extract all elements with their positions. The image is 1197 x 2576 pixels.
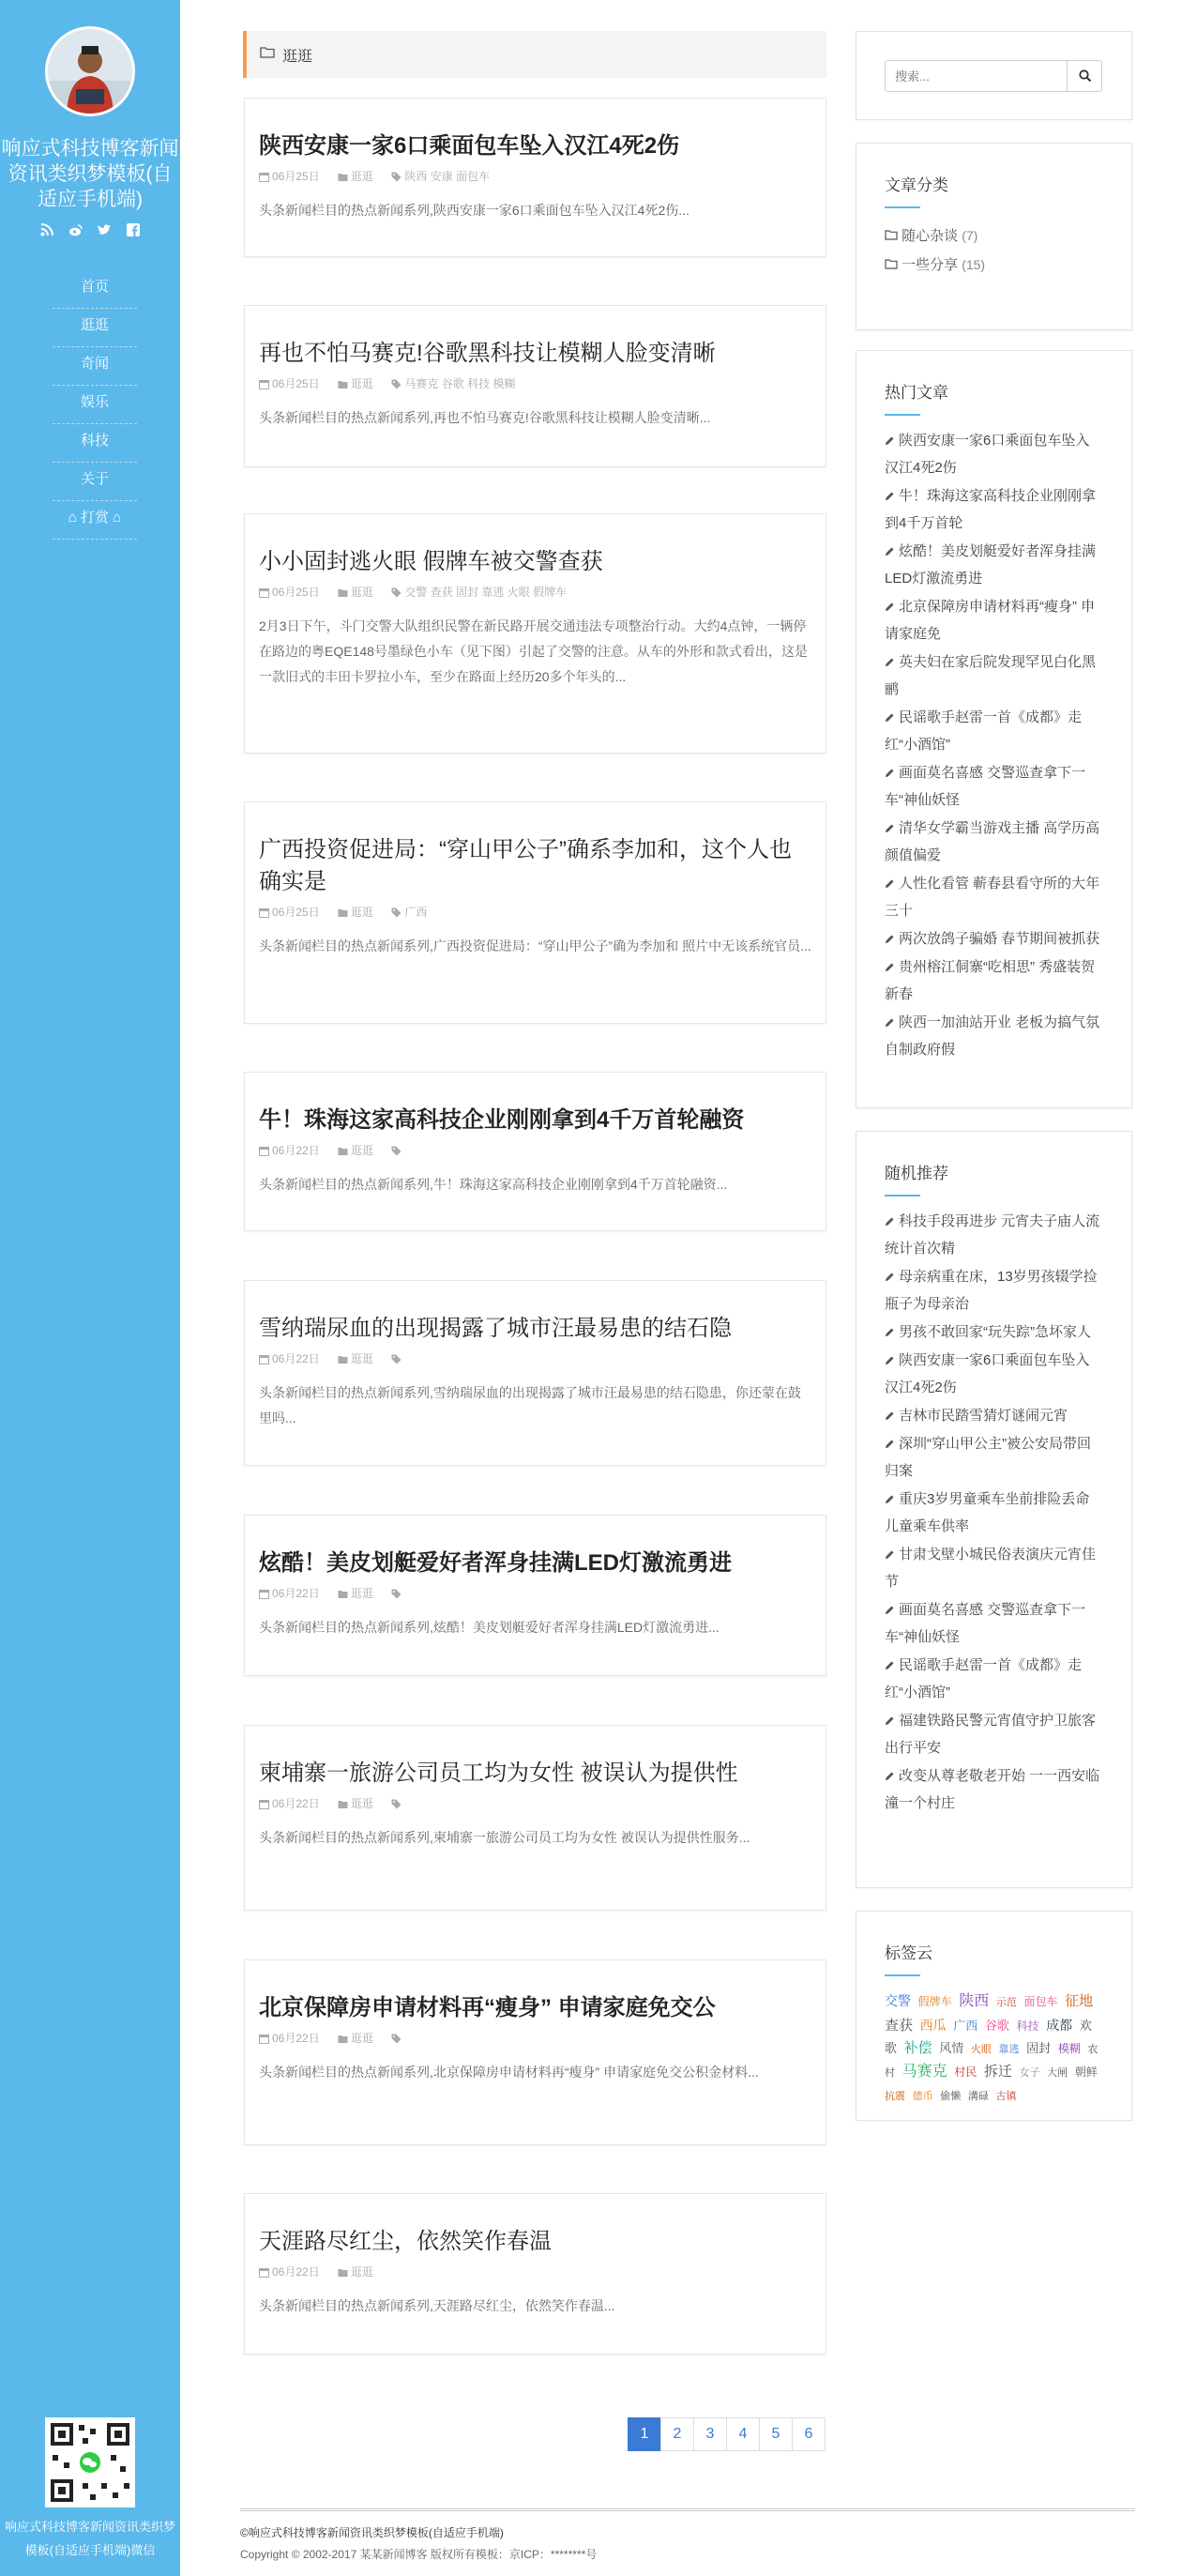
- list-item[interactable]: [885, 482, 1103, 537]
- search-button[interactable]: [1067, 60, 1102, 92]
- post-date: 06月22日: [272, 2032, 320, 2045]
- hot-articles-widget: [856, 350, 1132, 1108]
- post-meta: [259, 584, 811, 601]
- category-label: 随心杂谈: [902, 228, 959, 244]
- post-excerpt: 2月3日下午，斗门交警大队组织民警在新民路开展交通违法专项整治行动。大约4点钟，一辆停在路边的粤EQE148号墨绿色小车（见下图）引起了交警的注意。从车的外形和款式看出，这是一款旧式的丰田卡罗拉小车，至少在路面上经历20多个年头的...: [259, 618, 808, 684]
- random-article-link: 吉林市民踏雪猜灯谜闹元宵: [899, 1408, 1068, 1424]
- folder-icon: [260, 46, 275, 63]
- list-item[interactable]: [885, 1652, 1103, 1706]
- category-list: [885, 221, 1103, 280]
- calendar-icon: [259, 906, 270, 917]
- pencil-icon: [885, 1010, 896, 1021]
- post-meta: [259, 1142, 811, 1159]
- post-category[interactable]: 逛逛: [351, 906, 374, 919]
- pencil-icon: [885, 1653, 896, 1664]
- qr-caption: 响应式科技博客新闻资讯类织梦模板(自适应手机端)微信: [4, 2520, 175, 2557]
- list-item[interactable]: [885, 1762, 1103, 1817]
- post-excerpt: 头条新闻栏目的热点新闻系列,广西投资促进局：“穿山甲公子”确为李加和 照片中无该系统官员...: [259, 938, 811, 953]
- post-tags[interactable]: 陕西 安康 面包车: [404, 170, 491, 183]
- tag-link[interactable]: 女子: [1019, 2067, 1040, 2079]
- post-card: [244, 2193, 826, 2355]
- post-card: [244, 1725, 826, 1911]
- folder-icon: [885, 257, 898, 273]
- post-meta: [259, 1350, 811, 1367]
- hot-article-link: 陕西一加油站开业 老板为搞气氛自制政府假: [885, 1014, 1100, 1058]
- post-category[interactable]: 逛逛: [351, 2032, 374, 2045]
- pencil-icon: [885, 871, 896, 882]
- pencil-icon: [885, 760, 896, 771]
- random-article-link: 男孩不敢回家“玩失踪”急坏家人: [899, 1324, 1091, 1340]
- list-item[interactable]: [885, 1707, 1103, 1761]
- list-item[interactable]: [885, 925, 1103, 953]
- random-article-link: 画面莫名喜感 交警巡查拿下一车“神仙妖怪: [885, 1602, 1086, 1645]
- hot-articles-title: 热门文章: [885, 379, 1103, 416]
- post-meta: [259, 2264, 811, 2280]
- hot-article-link: 炫酷！美皮划艇爱好者浑身挂满LED灯激流勇进: [885, 543, 1097, 587]
- category-widget: [856, 143, 1132, 330]
- tag-link[interactable]: 靠逃: [998, 2044, 1020, 2055]
- post-title[interactable]: 雪纳瑞尿血的出现揭露了城市汪最易患的结石隐: [259, 1316, 732, 1341]
- gift-icon: ⌂: [68, 510, 81, 526]
- nav-yule[interactable]: 娱乐: [53, 386, 137, 424]
- post-card: [244, 1072, 826, 1231]
- list-item[interactable]: [885, 870, 1103, 924]
- page-4[interactable]: 4: [726, 2417, 760, 2451]
- tag-link[interactable]: 拆迁: [983, 2064, 1012, 2080]
- hot-article-link: 英夫妇在家后院发现罕见白化黑鹂: [885, 654, 1097, 697]
- tag-link[interactable]: 古镇: [995, 2091, 1017, 2102]
- category-item[interactable]: [885, 221, 1103, 251]
- pencil-icon: [885, 1403, 896, 1414]
- post-tags[interactable]: 广西: [404, 906, 428, 919]
- post-excerpt: 头条新闻栏目的热点新闻系列,北京保障房申请材料再“瘦身” 申请家庭免交公积金材料...: [259, 2065, 759, 2080]
- folder-icon: [338, 1587, 349, 1598]
- avatar[interactable]: [45, 26, 135, 116]
- list-item[interactable]: [885, 648, 1103, 703]
- pencil-icon: [885, 1319, 896, 1331]
- post-title[interactable]: 陕西安康一家6口乘面包车坠入汉江4死2伤: [259, 133, 680, 159]
- hot-article-link: 清华女学霸当游戏主播 高学历高颜值偏爱: [885, 820, 1100, 863]
- tag-link[interactable]: 固封: [1026, 2041, 1052, 2055]
- post-date: 06月25日: [272, 586, 320, 599]
- weibo-icon[interactable]: [67, 223, 85, 242]
- search-icon: [1079, 69, 1092, 87]
- post-meta: [259, 904, 811, 921]
- post-category[interactable]: 逛逛: [351, 586, 374, 599]
- pagination: [629, 2417, 826, 2451]
- tag-link[interactable]: 抗震: [885, 2091, 905, 2102]
- wechat-qr-code: [45, 2417, 135, 2507]
- tag-link[interactable]: 假牌车: [917, 1995, 952, 2008]
- post-category[interactable]: 逛逛: [351, 1797, 374, 1810]
- post-excerpt: 头条新闻栏目的热点新闻系列,陕西安康一家6口乘面包车坠入汉江4死2伤...: [259, 203, 689, 218]
- post-tags[interactable]: 马赛克 谷歌 科技 模糊: [404, 377, 516, 390]
- post-card: [244, 1515, 826, 1676]
- tag-link[interactable]: 成都: [1046, 2018, 1073, 2033]
- nav-about[interactable]: 关于: [53, 463, 137, 501]
- random-articles-list: [885, 1208, 1103, 1817]
- random-article-link: 改变从尊老敬老开始 一一西安临潼一个村庄: [885, 1768, 1100, 1811]
- tag-link[interactable]: 补偿: [903, 2040, 932, 2056]
- hot-articles-list: [885, 427, 1103, 1063]
- tag-cloud-title: 标签云: [885, 1940, 1103, 1976]
- list-item[interactable]: [885, 1430, 1103, 1485]
- post-excerpt: 头条新闻栏目的热点新闻系列,炫酷！美皮划艇爱好者浑身挂满LED灯激流勇进...: [259, 1620, 720, 1635]
- calendar-icon: [259, 1144, 270, 1155]
- pencil-icon: [885, 1348, 896, 1359]
- footer-divider: [240, 2508, 1135, 2511]
- hot-article-link: 北京保障房申请材料再“瘦身” 申请家庭免: [885, 599, 1096, 642]
- category-item[interactable]: [885, 251, 1103, 280]
- tag-icon: [391, 2032, 402, 2043]
- tag-link[interactable]: 查获: [885, 2018, 914, 2034]
- list-item[interactable]: [885, 538, 1103, 592]
- calendar-icon: [259, 2032, 270, 2043]
- hot-article-link: 两次放鸽子骗婚 春节期间被抓获: [899, 931, 1100, 947]
- post-title[interactable]: 广西投资促进局：“穿山甲公子”确系李加和，这个人也确实是: [259, 837, 792, 894]
- list-item[interactable]: [885, 1486, 1103, 1540]
- post-card: [244, 305, 826, 467]
- list-item[interactable]: [885, 1541, 1103, 1595]
- tag-icon: [391, 906, 402, 917]
- hot-article-link: 人性化看管 蕲春县看守所的大年三十: [885, 876, 1100, 919]
- pencil-icon: [885, 428, 896, 439]
- post-title[interactable]: 再也不怕马赛克!谷歌黑科技让模糊人脸变清晰: [259, 341, 716, 366]
- post-date: 06月22日: [272, 1352, 320, 1365]
- hot-article-link: 画面莫名喜感 交警巡查拿下一车“神仙妖怪: [885, 765, 1086, 808]
- post-card: [244, 801, 826, 1024]
- random-article-link: 深圳“穿山甲公主”被公安局带回归案: [885, 1436, 1091, 1479]
- list-item[interactable]: [885, 1402, 1103, 1429]
- random-articles-title: 随机推荐: [885, 1160, 1103, 1197]
- tag-cloud-widget: [856, 1911, 1132, 2121]
- tag-link[interactable]: 马赛克: [902, 2064, 947, 2080]
- post-date: 06月22日: [272, 2265, 320, 2279]
- folder-icon: [338, 377, 349, 389]
- pencil-icon: [885, 926, 896, 937]
- tag-link[interactable]: 谷歌: [984, 2019, 1009, 2033]
- folder-icon: [338, 2265, 349, 2277]
- tag-icon: [391, 170, 402, 181]
- tag-link[interactable]: 模糊: [1057, 2042, 1081, 2055]
- list-item[interactable]: [885, 1596, 1103, 1651]
- folder-icon: [885, 228, 898, 244]
- nav-home[interactable]: 首页: [53, 270, 137, 309]
- folder-icon: [338, 170, 349, 181]
- post-date: 06月25日: [272, 377, 320, 390]
- post-title[interactable]: 柬埔寨一旅游公司员工均为女性 被误认为提供性: [259, 1761, 738, 1786]
- calendar-icon: [259, 586, 270, 597]
- list-item[interactable]: [885, 704, 1103, 758]
- hot-article-link: 陕西安康一家6口乘面包车坠入汉江4死2伤: [885, 433, 1090, 476]
- category-widget-title: 文章分类: [885, 172, 1103, 208]
- calendar-icon: [259, 1587, 270, 1598]
- random-article-link: 民谣歌手赵雷一首《成都》走红“小酒馆”: [885, 1657, 1083, 1700]
- pencil-icon: [885, 954, 896, 966]
- breadcrumb-label[interactable]: 逛逛: [282, 48, 313, 65]
- post-date: 06月25日: [272, 170, 320, 183]
- post-meta: [259, 1585, 811, 1602]
- tag-link[interactable]: 面包车: [1023, 1995, 1058, 2008]
- tag-link[interactable]: 交警: [885, 1993, 911, 2008]
- folder-icon: [338, 1144, 349, 1155]
- post-meta: [259, 375, 811, 392]
- tag-link[interactable]: 大闸: [1047, 2067, 1068, 2079]
- gift-icon: ⌂: [109, 510, 122, 526]
- pencil-icon: [885, 483, 896, 495]
- post-category[interactable]: 逛逛: [351, 1144, 374, 1157]
- nav-donate[interactable]: [53, 501, 137, 540]
- post-excerpt: 头条新闻栏目的热点新闻系列,牛！珠海这家高科技企业刚刚拿到4千万首轮融资...: [259, 1177, 728, 1192]
- facebook-icon[interactable]: [124, 223, 143, 242]
- pencil-icon: [885, 815, 896, 827]
- tag-link[interactable]: 农村: [885, 2044, 1099, 2079]
- tag-link[interactable]: 朝鲜: [1074, 2065, 1098, 2079]
- tag-icon: [391, 1797, 402, 1808]
- list-item[interactable]: [885, 1263, 1103, 1318]
- tag-link[interactable]: 欢歌: [885, 2019, 1092, 2055]
- calendar-icon: [259, 377, 270, 389]
- post-tags[interactable]: 交警 查获 固封 靠逃 火眼 假牌车: [404, 586, 568, 599]
- post-card: [244, 98, 826, 257]
- post-card: [244, 513, 826, 754]
- site-title[interactable]: 响应式科技博客新闻资讯类织梦模板(自适应手机端): [1, 138, 179, 210]
- calendar-icon: [259, 1797, 270, 1808]
- folder-icon: [338, 906, 349, 917]
- pencil-icon: [885, 1431, 896, 1442]
- page-3[interactable]: 3: [693, 2417, 727, 2451]
- post-meta: [259, 168, 811, 185]
- post-category[interactable]: 逛逛: [351, 377, 374, 390]
- post-title[interactable]: 天涯路尽红尘，依然笑作春温: [259, 2229, 552, 2254]
- post-date: 06月22日: [272, 1144, 320, 1157]
- calendar-icon: [259, 2265, 270, 2277]
- tag-link[interactable]: 科技: [1016, 2020, 1039, 2033]
- pencil-icon: [885, 1264, 896, 1275]
- list-item[interactable]: [885, 427, 1103, 481]
- tag-link[interactable]: 偷懒: [940, 2091, 962, 2102]
- post-card: [244, 1959, 826, 2145]
- post-excerpt: 头条新闻栏目的热点新闻系列,再也不怕马赛克!谷歌黑科技让模糊人脸变清晰...: [259, 410, 711, 425]
- folder-icon: [338, 1797, 349, 1808]
- post-date: 06月25日: [272, 906, 320, 919]
- list-item[interactable]: [885, 953, 1103, 1008]
- post-title[interactable]: 炫酷！美皮划艇爱好者浑身挂满LED灯激流勇进: [259, 1550, 732, 1576]
- tag-icon: [391, 1144, 402, 1155]
- random-article-link: 陕西安康一家6口乘面包车坠入汉江4死2伤: [885, 1352, 1090, 1395]
- page-1[interactable]: 1: [628, 2417, 661, 2451]
- list-item[interactable]: [885, 1009, 1103, 1063]
- page-5[interactable]: 5: [759, 2417, 793, 2451]
- post-category[interactable]: 逛逛: [351, 170, 374, 183]
- tag-link[interactable]: 西瓜: [919, 2018, 947, 2033]
- breadcrumb: [243, 31, 826, 78]
- post-title[interactable]: 北京保障房申请材料再“瘦身” 申请家庭免交公: [259, 1995, 716, 2020]
- tag-link[interactable]: 火眼: [970, 2044, 992, 2055]
- random-article-link: 甘肃戈壁小城民俗表演庆元宵佳节: [885, 1547, 1097, 1590]
- list-item[interactable]: [885, 593, 1103, 648]
- pencil-icon: [885, 1209, 896, 1220]
- tag-icon: [391, 1352, 402, 1364]
- folder-icon: [338, 1352, 349, 1364]
- post-title[interactable]: 小小固封逃火眼 假牌车被交警查获: [259, 549, 603, 574]
- random-article-link: 母亲病重在床，13岁男孩辍学捡瓶子为母亲治: [885, 1269, 1098, 1312]
- tag-icon: [391, 377, 402, 389]
- post-excerpt: 头条新闻栏目的热点新闻系列,柬埔寨一旅游公司员工均为女性 被误认为提供性服务...: [259, 1830, 750, 1845]
- tag-link[interactable]: 风情: [939, 2041, 964, 2055]
- pencil-icon: [885, 649, 896, 661]
- random-article-link: 重庆3岁男童乘车坐前排险丢命 儿童乘车供率: [885, 1491, 1090, 1534]
- category-count: (15): [962, 257, 986, 272]
- post-excerpt: 头条新闻栏目的热点新闻系列,天涯路尽红尘，依然笑作春温...: [259, 2298, 615, 2313]
- pencil-icon: [885, 1542, 896, 1553]
- page-2[interactable]: 2: [660, 2417, 694, 2451]
- search-widget: [856, 31, 1132, 120]
- hot-article-link: 民谣歌手赵雷一首《成都》走红“小酒馆”: [885, 709, 1083, 753]
- nav-keji[interactable]: 科技: [53, 424, 137, 463]
- post-meta: [259, 2030, 811, 2047]
- post-date: 06月22日: [272, 1797, 320, 1810]
- hot-article-link: 牛！珠海这家高科技企业刚刚拿到4千万首轮: [885, 488, 1097, 531]
- pencil-icon: [885, 1597, 896, 1608]
- random-article-link: 科技手段再进步 元宵夫子庙人流统计首次精: [885, 1213, 1100, 1257]
- tag-link[interactable]: 陕西: [959, 1993, 990, 2009]
- tag-icon: [391, 586, 402, 597]
- tag-cloud: [885, 1989, 1103, 2108]
- rss-icon[interactable]: [38, 223, 56, 242]
- category-count: (7): [962, 228, 978, 243]
- random-articles-widget: [856, 1131, 1132, 1888]
- twitter-icon[interactable]: [95, 223, 114, 242]
- post-category[interactable]: 逛逛: [351, 1587, 374, 1600]
- pencil-icon: [885, 1708, 896, 1719]
- tag-link[interactable]: 德币: [912, 2091, 933, 2102]
- nav-donate-label: 打赏: [80, 510, 109, 526]
- social-links: [0, 223, 180, 242]
- hot-article-link: 贵州榕江侗寨“吃相思” 秀盛装贺新春: [885, 959, 1096, 1002]
- pencil-icon: [885, 1763, 896, 1775]
- tag-link[interactable]: 村民: [954, 2065, 977, 2079]
- tag-link[interactable]: 示范: [995, 1997, 1017, 2008]
- post-category[interactable]: 逛逛: [351, 1352, 374, 1365]
- category-label: 一些分享: [902, 257, 959, 273]
- pencil-icon: [885, 594, 896, 605]
- list-item[interactable]: [885, 1318, 1103, 1346]
- nav-qiwen[interactable]: 奇闻: [53, 347, 137, 386]
- footer-copyright: Copyright © 2002-2017 某某新闻博客 版权所有模板：京ICP：********号: [240, 2548, 598, 2561]
- post-meta: [259, 1795, 811, 1812]
- folder-icon: [338, 2032, 349, 2043]
- post-category[interactable]: 逛逛: [351, 2265, 374, 2279]
- tag-link[interactable]: 溝碌: [967, 2091, 989, 2102]
- post-date: 06月22日: [272, 1587, 320, 1600]
- list-item[interactable]: [885, 1347, 1103, 1401]
- post-title[interactable]: 牛！珠海这家高科技企业刚刚拿到4千万首轮融资: [259, 1107, 745, 1133]
- list-item[interactable]: [885, 815, 1103, 869]
- calendar-icon: [259, 170, 270, 181]
- pencil-icon: [885, 1486, 896, 1498]
- left-sidebar: [0, 0, 180, 2576]
- tag-link[interactable]: 征地: [1065, 1993, 1094, 2009]
- random-article-link: 福建铁路民警元宵值守护卫旅客出行平安: [885, 1713, 1097, 1756]
- search-input[interactable]: [885, 60, 1068, 92]
- list-item[interactable]: [885, 759, 1103, 814]
- calendar-icon: [259, 1352, 270, 1364]
- nav-guangguang[interactable]: 逛逛: [53, 309, 137, 347]
- post-card: [244, 1280, 826, 1466]
- list-item[interactable]: [885, 1208, 1103, 1262]
- pencil-icon: [885, 705, 896, 716]
- pencil-icon: [885, 539, 896, 550]
- folder-icon: [338, 586, 349, 597]
- tag-link[interactable]: 广西: [953, 2019, 978, 2033]
- footer-title: ©响应式科技博客新闻资讯类织梦模板(自适应手机端): [240, 2526, 504, 2539]
- post-excerpt: 头条新闻栏目的热点新闻系列,雪纳瑞尿血的出现揭露了城市汪最易患的结石隐患，你还蒙在鼓里吗...: [259, 1385, 801, 1425]
- page-6[interactable]: 6: [792, 2417, 826, 2451]
- tag-icon: [391, 1587, 402, 1598]
- main-nav: [53, 270, 137, 540]
